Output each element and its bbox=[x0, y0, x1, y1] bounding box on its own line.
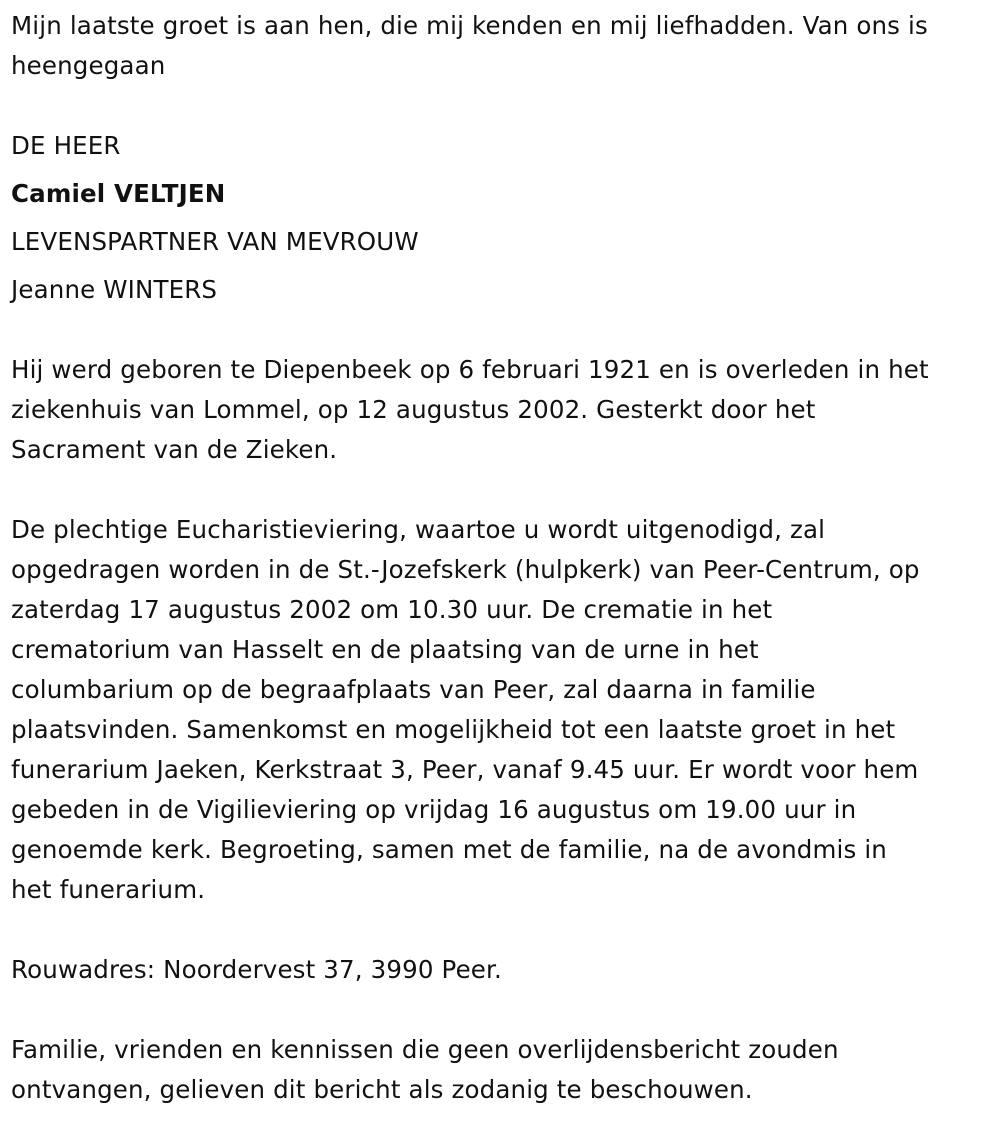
intro-line: Mijn laatste groet is aan hen, die mij kenden en mij liefhadden. Van ons is bbox=[11, 11, 928, 40]
paragraph-line: crematorium van Hasselt en de plaatsing van de urne in het bbox=[11, 635, 759, 664]
deceased-name: Camiel VELTJEN bbox=[11, 179, 226, 208]
intro-paragraph bbox=[11, 6, 990, 86]
paragraph-line: zaterdag 17 augustus 2002 om 10.30 uur. De crematie in het bbox=[11, 595, 773, 624]
paragraph-line: gebeden in de Vigilieviering op vrijdag 16 augustus om 19.00 uur in bbox=[11, 795, 857, 824]
closing-paragraph bbox=[11, 1030, 990, 1110]
paragraph-line: Familie, vrienden en kennissen die geen overlijdensbericht zouden bbox=[11, 1035, 839, 1064]
paragraph-line: De plechtige Eucharistieviering, waartoe u wordt uitgenodigd, zal bbox=[11, 515, 826, 544]
honorific: DE HEER bbox=[11, 131, 121, 160]
mourning-address: Rouwadres: Noordervest 37, 3990 Peer. bbox=[11, 955, 502, 984]
paragraph-line: ziekenhuis van Lommel, op 12 augustus 2002. Gesterkt door het bbox=[11, 395, 816, 424]
birth-death-paragraph bbox=[11, 350, 990, 470]
paragraph-line: ontvangen, gelieven dit bericht als zodanig te beschouwen. bbox=[11, 1075, 753, 1104]
deceased-header bbox=[11, 122, 990, 314]
paragraph-line: het funerarium. bbox=[11, 875, 206, 904]
paragraph-line: Sacrament van de Zieken. bbox=[11, 435, 338, 464]
paragraph-line: columbarium op de begraafplaats van Peer, zal daarna in familie bbox=[11, 675, 816, 704]
ceremony-paragraph bbox=[11, 510, 990, 910]
relation-label: LEVENSPARTNER VAN MEVROUW bbox=[11, 227, 419, 256]
partner-name: Jeanne WINTERS bbox=[11, 275, 218, 304]
paragraph-line: genoemde kerk. Begroeting, samen met de familie, na de avondmis in bbox=[11, 835, 887, 864]
address-paragraph bbox=[11, 950, 990, 990]
paragraph-line: opgedragen worden in de St.-Jozefskerk (hulpkerk) van Peer-Centrum, op bbox=[11, 555, 920, 584]
intro-line: heengegaan bbox=[11, 51, 166, 80]
paragraph-line: Hij werd geboren te Diepenbeek op 6 februari 1921 en is overleden in het bbox=[11, 355, 929, 384]
paragraph-line: plaatsvinden. Samenkomst en mogelijkheid tot een laatste groet in het bbox=[11, 715, 896, 744]
paragraph-line: funerarium Jaeken, Kerkstraat 3, Peer, vanaf 9.45 uur. Er wordt voor hem bbox=[11, 755, 919, 784]
